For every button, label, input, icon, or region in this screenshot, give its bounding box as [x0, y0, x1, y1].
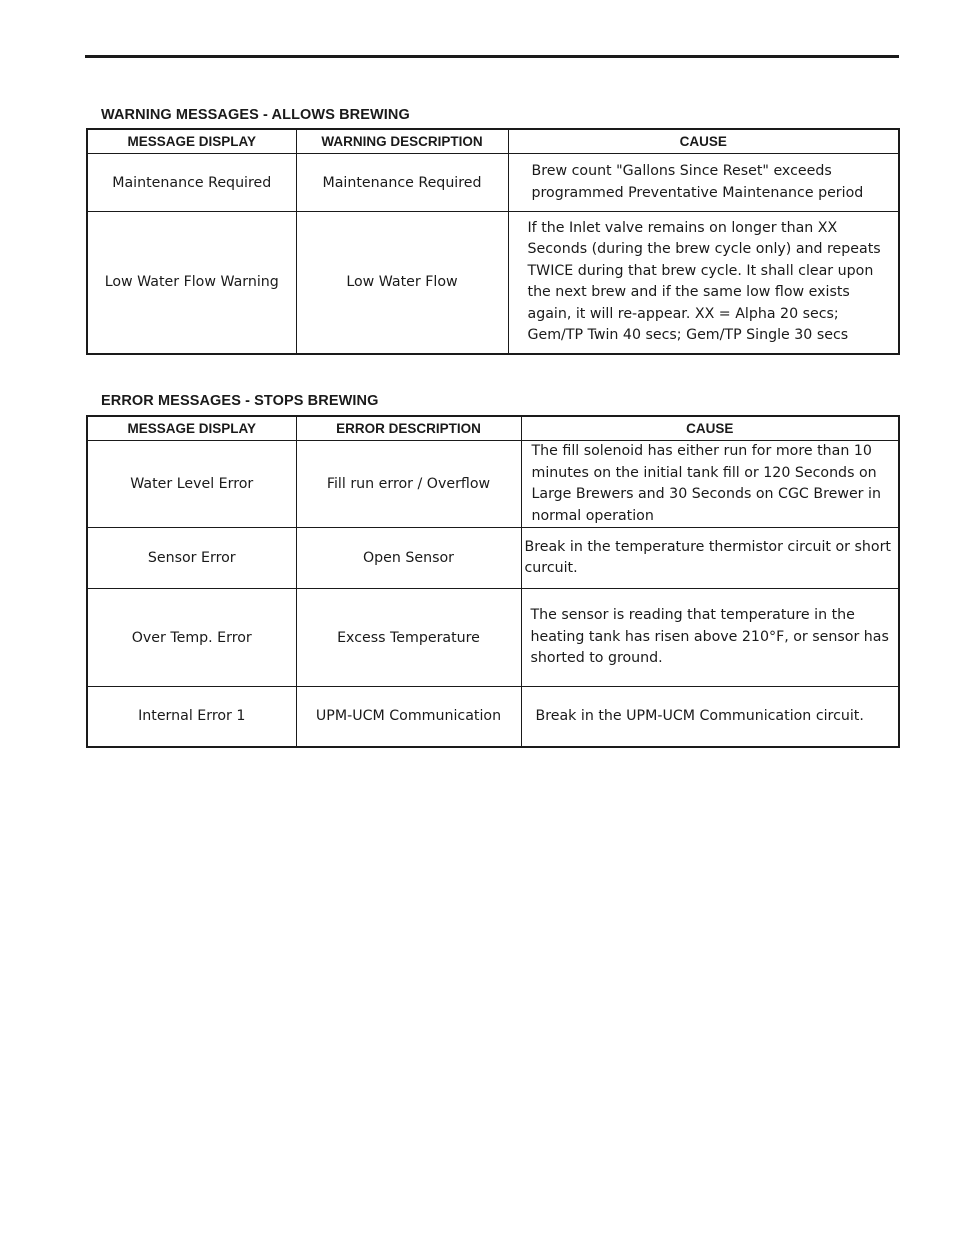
cause-cell	[521, 441, 899, 528]
cause-text: The fill solenoid has either run for more than 10 minutes on the initial tank fill or 120 Seconds on Large Brewers and 30 Seconds on CGC Brewer in normal operation	[531, 443, 881, 524]
warning-section-heading: WARNING MESSAGES - ALLOWS BREWING	[101, 107, 410, 123]
cause-cell	[508, 154, 899, 212]
cause-text: Break in the UPM-UCM Communication circuit.	[535, 707, 864, 724]
table-row	[87, 687, 899, 747]
column-header-warning-description: WARNING DESCRIPTION	[296, 129, 508, 154]
table-header-row	[87, 129, 899, 154]
table-row	[87, 589, 899, 687]
cause-text: If the Inlet valve remains on longer than XX Seconds (during the brew cycle only) and repeats TWICE during that brew cycle. It shall clear upon the next brew and if the same low flow exists again, it will re-appear. XX = Alpha 20 secs; Gem/TP Twin 40 secs; Gem/TP Single 30 secs	[527, 219, 881, 344]
top-rule	[85, 55, 899, 58]
description-cell: Fill run error / Overflow	[296, 441, 521, 528]
column-header-cause: CAUSE	[521, 416, 899, 441]
cause-cell	[521, 528, 899, 589]
description-cell: UPM-UCM Communication	[296, 687, 521, 747]
description-cell: Maintenance Required	[296, 154, 508, 212]
table-row	[87, 154, 899, 212]
cause-cell	[508, 212, 899, 354]
message-display-cell: Low Water Flow Warning	[87, 212, 296, 354]
table-row	[87, 528, 899, 589]
column-header-message-display: MESSAGE DISPLAY	[87, 129, 296, 154]
message-display-cell: Maintenance Required	[87, 154, 296, 212]
description-cell: Low Water Flow	[296, 212, 508, 354]
message-display-cell: Water Level Error	[87, 441, 296, 528]
cause-text: Break in the temperature thermistor circuit or short curcuit.	[524, 538, 891, 576]
warning-messages-table	[86, 128, 900, 355]
column-header-error-description: ERROR DESCRIPTION	[296, 416, 521, 441]
message-display-cell: Sensor Error	[87, 528, 296, 589]
error-messages-table	[86, 415, 900, 748]
cause-text: The sensor is reading that temperature in the heating tank has risen above 210°F, or sensor has shorted to ground.	[530, 607, 889, 667]
message-display-cell: Over Temp. Error	[87, 589, 296, 687]
message-display-cell: Internal Error 1	[87, 687, 296, 747]
description-cell: Open Sensor	[296, 528, 521, 589]
error-section-heading: ERROR MESSAGES - STOPS BREWING	[101, 393, 379, 409]
cause-cell	[521, 589, 899, 687]
column-header-cause: CAUSE	[508, 129, 899, 154]
table-header-row	[87, 416, 899, 441]
description-cell: Excess Temperature	[296, 589, 521, 687]
cause-cell	[521, 687, 899, 747]
cause-text: Brew count "Gallons Since Reset" exceeds programmed Preventative Maintenance period	[531, 163, 864, 201]
table-row	[87, 441, 899, 528]
table-row	[87, 212, 899, 354]
column-header-message-display: MESSAGE DISPLAY	[87, 416, 296, 441]
